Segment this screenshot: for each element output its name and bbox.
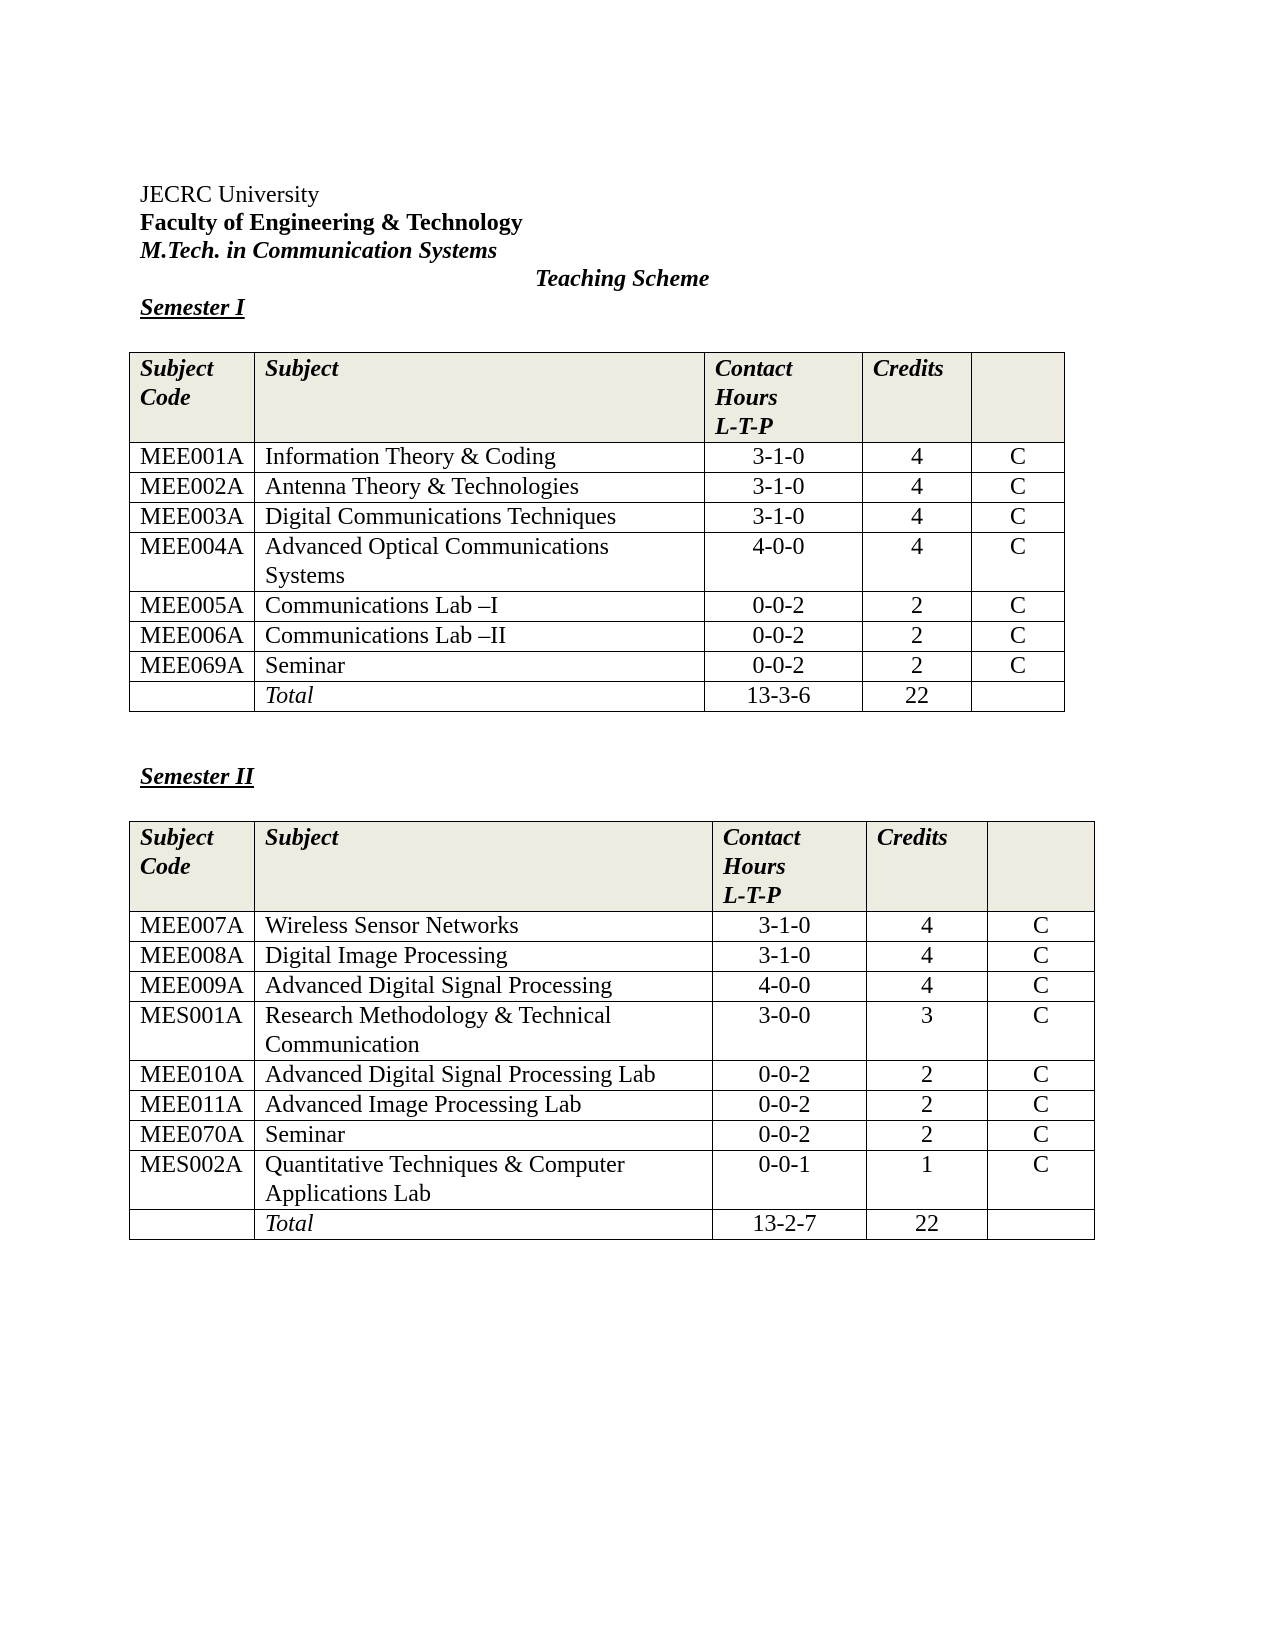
contact-hours-cell: 0-0-2: [713, 1091, 867, 1121]
credits-cell: 4: [863, 473, 972, 503]
program-name: M.Tech. in Communication Systems: [140, 238, 498, 264]
subject-code-cell: MEE001A: [130, 443, 255, 473]
credits-cell: 3: [867, 1002, 988, 1061]
type-cell: C: [972, 592, 1065, 622]
table-row: [130, 473, 1065, 503]
subject-name-cell: Communications Lab –I: [255, 592, 705, 622]
total-type-empty: [972, 682, 1065, 712]
type-cell: C: [988, 942, 1095, 972]
contact-hours-cell: 0-0-2: [705, 652, 863, 682]
total-contact-hours: 13-3-6: [705, 682, 863, 712]
subject-name-cell: Quantitative Techniques & Computer Applications Lab: [255, 1151, 713, 1210]
table-row: [130, 592, 1065, 622]
type-cell: C: [972, 533, 1065, 592]
subject-code-cell: MEE008A: [130, 942, 255, 972]
type-cell: C: [972, 503, 1065, 533]
semester-2-title: Semester II: [140, 764, 254, 790]
total-label: Total: [255, 682, 705, 712]
semester-1-table: [129, 352, 1065, 712]
total-credits: 22: [863, 682, 972, 712]
contact-hours-cell: 0-0-2: [713, 1061, 867, 1091]
subject-name-cell: Information Theory & Coding: [255, 443, 705, 473]
subject-code-cell: MEE003A: [130, 503, 255, 533]
subject-name-cell: Wireless Sensor Networks: [255, 912, 713, 942]
subject-name-cell: Advanced Optical Communications Systems: [255, 533, 705, 592]
credits-cell: 2: [867, 1091, 988, 1121]
header-subject: Subject: [255, 353, 705, 443]
table-row: [130, 503, 1065, 533]
table-row: [130, 1002, 1095, 1061]
total-empty-cell: [130, 1210, 255, 1240]
total-credits: 22: [867, 1210, 988, 1240]
total-type-empty: [988, 1210, 1095, 1240]
subject-name-cell: Research Methodology & Technical Communication: [255, 1002, 713, 1061]
contact-hours-cell: 3-1-0: [713, 942, 867, 972]
contact-hours-cell: 3-1-0: [705, 443, 863, 473]
type-cell: C: [988, 1091, 1095, 1121]
credits-cell: 4: [863, 503, 972, 533]
header-subject-code: Subject Code: [130, 353, 255, 443]
type-cell: C: [972, 622, 1065, 652]
contact-hours-cell: 3-0-0: [713, 1002, 867, 1061]
subject-name-cell: Digital Communications Techniques: [255, 503, 705, 533]
contact-hours-cell: 3-1-0: [705, 503, 863, 533]
subject-name-cell: Seminar: [255, 652, 705, 682]
type-cell: C: [972, 652, 1065, 682]
type-cell: C: [988, 1121, 1095, 1151]
subject-name-cell: Advanced Digital Signal Processing: [255, 972, 713, 1002]
subject-name-cell: Advanced Digital Signal Processing Lab: [255, 1061, 713, 1091]
table-header-row: [130, 353, 1065, 443]
type-cell: C: [972, 473, 1065, 503]
type-cell: C: [988, 1061, 1095, 1091]
subject-code-cell: MEE010A: [130, 1061, 255, 1091]
total-row: [130, 682, 1065, 712]
contact-hours-cell: 4-0-0: [713, 972, 867, 1002]
contact-hours-cell: 0-0-2: [705, 622, 863, 652]
total-contact-hours: 13-2-7: [713, 1210, 867, 1240]
subject-code-cell: MEE006A: [130, 622, 255, 652]
header-contact-hours: Contact Hours L-T-P: [705, 353, 863, 443]
subject-code-cell: MEE004A: [130, 533, 255, 592]
table-row: [130, 622, 1065, 652]
table-row: [130, 652, 1065, 682]
credits-cell: 4: [863, 533, 972, 592]
subject-code-cell: MES001A: [130, 1002, 255, 1061]
credits-cell: 1: [867, 1151, 988, 1210]
table-row: [130, 912, 1095, 942]
table-row: [130, 533, 1065, 592]
subject-code-cell: MEE069A: [130, 652, 255, 682]
credits-cell: 2: [863, 592, 972, 622]
credits-cell: 4: [863, 443, 972, 473]
total-label: Total: [255, 1210, 713, 1240]
subject-name-cell: Antenna Theory & Technologies: [255, 473, 705, 503]
semester-2-table: [129, 821, 1095, 1240]
university-name: JECRC University: [140, 182, 320, 208]
semester-2-body: [130, 912, 1095, 1240]
header-credits: Credits: [867, 822, 988, 912]
credits-cell: 4: [867, 942, 988, 972]
subject-name-cell: Advanced Image Processing Lab: [255, 1091, 713, 1121]
header-type: [972, 353, 1065, 443]
total-empty-cell: [130, 682, 255, 712]
semester-1-body: [130, 443, 1065, 712]
total-row: [130, 1210, 1095, 1240]
subject-code-cell: MEE007A: [130, 912, 255, 942]
contact-hours-cell: 3-1-0: [705, 473, 863, 503]
header-subject-code: Subject Code: [130, 822, 255, 912]
credits-cell: 2: [863, 652, 972, 682]
credits-cell: 4: [867, 972, 988, 1002]
table-row: [130, 443, 1065, 473]
contact-hours-cell: 0-0-2: [713, 1121, 867, 1151]
contact-hours-cell: 0-0-1: [713, 1151, 867, 1210]
table-row: [130, 1121, 1095, 1151]
type-cell: C: [988, 1002, 1095, 1061]
credits-cell: 2: [867, 1061, 988, 1091]
header-subject: Subject: [255, 822, 713, 912]
contact-hours-cell: 4-0-0: [705, 533, 863, 592]
subject-code-cell: MEE005A: [130, 592, 255, 622]
scheme-title: Teaching Scheme: [535, 266, 710, 292]
credits-cell: 2: [867, 1121, 988, 1151]
subject-code-cell: MES002A: [130, 1151, 255, 1210]
header-type: [988, 822, 1095, 912]
contact-hours-cell: 0-0-2: [705, 592, 863, 622]
type-cell: C: [972, 443, 1065, 473]
subject-code-cell: MEE002A: [130, 473, 255, 503]
table-row: [130, 972, 1095, 1002]
header-contact-hours: Contact Hours L-T-P: [713, 822, 867, 912]
subject-name-cell: Communications Lab –II: [255, 622, 705, 652]
semester-1-title: Semester I: [140, 295, 245, 321]
table-row: [130, 1091, 1095, 1121]
subject-code-cell: MEE011A: [130, 1091, 255, 1121]
subject-code-cell: MEE009A: [130, 972, 255, 1002]
table-row: [130, 1151, 1095, 1210]
credits-cell: 4: [867, 912, 988, 942]
table-row: [130, 942, 1095, 972]
subject-name-cell: Seminar: [255, 1121, 713, 1151]
type-cell: C: [988, 972, 1095, 1002]
faculty-name: Faculty of Engineering & Technology: [140, 210, 523, 236]
subject-name-cell: Digital Image Processing: [255, 942, 713, 972]
table-row: [130, 1061, 1095, 1091]
type-cell: C: [988, 912, 1095, 942]
subject-code-cell: MEE070A: [130, 1121, 255, 1151]
credits-cell: 2: [863, 622, 972, 652]
table-header-row: [130, 822, 1095, 912]
header-credits: Credits: [863, 353, 972, 443]
contact-hours-cell: 3-1-0: [713, 912, 867, 942]
type-cell: C: [988, 1151, 1095, 1210]
